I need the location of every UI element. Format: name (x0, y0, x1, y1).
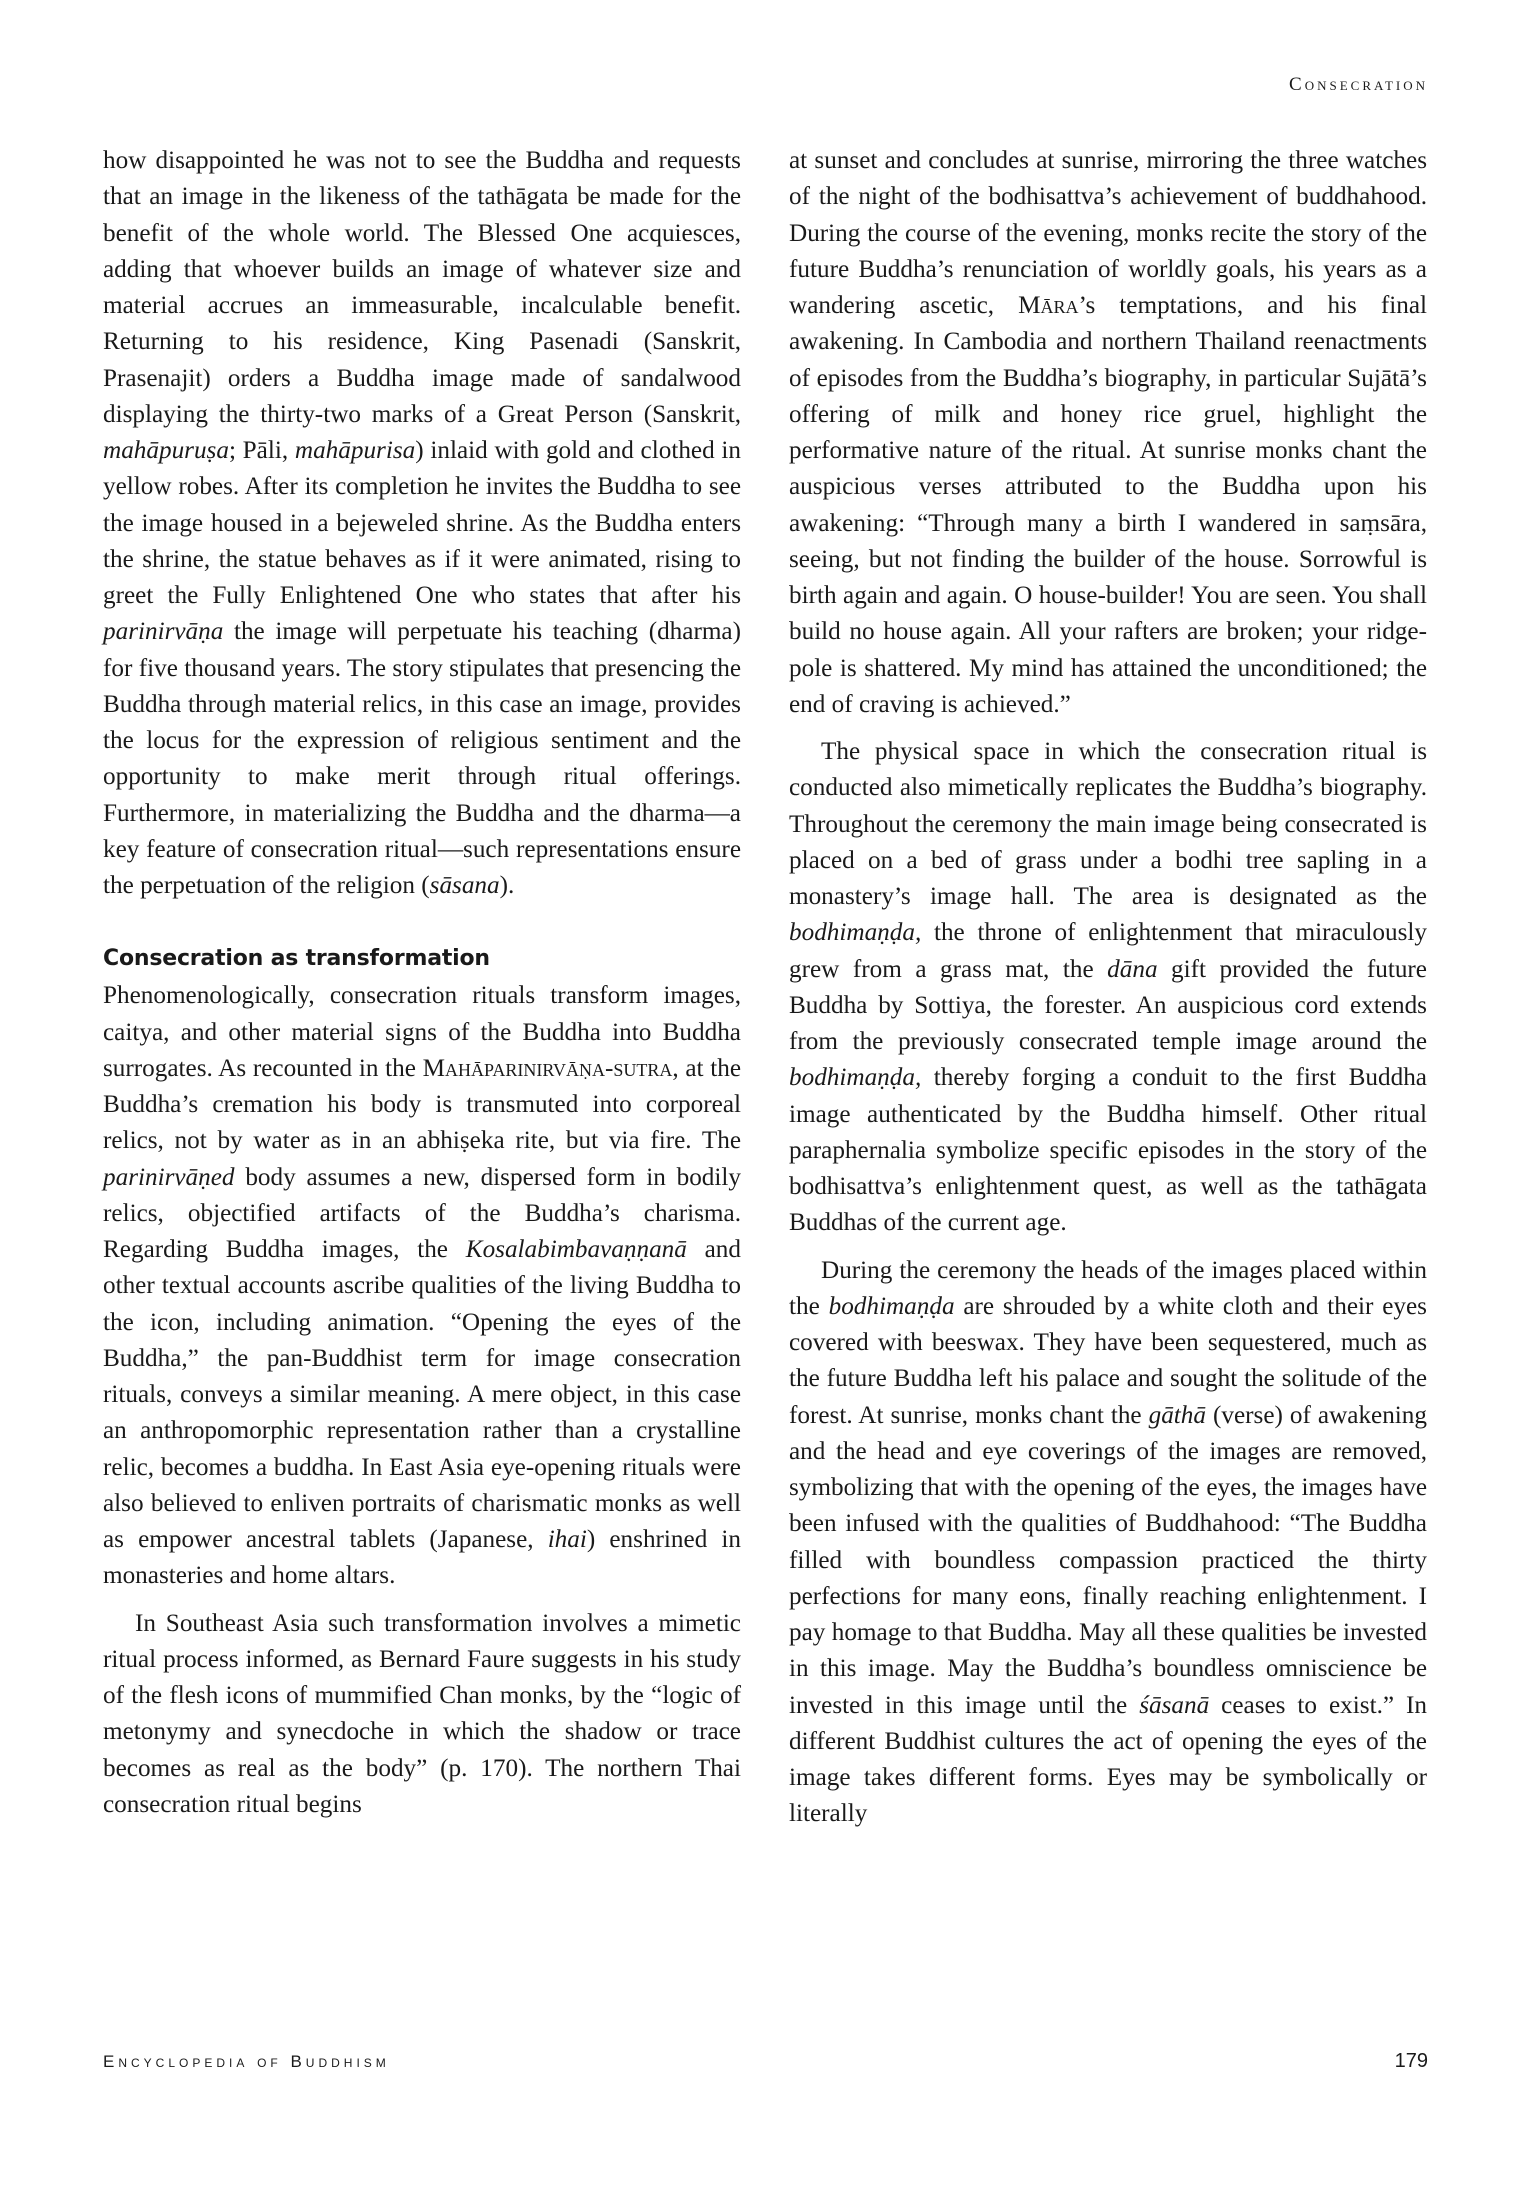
right-column (789, 143, 1427, 1833)
text-run: body assumes a new, dispersed form in bodily relics, objectified artifacts of the Buddha’s charisma. Regarding Buddha images, the (103, 1163, 741, 1263)
italic-term: śāsanā (1139, 1691, 1210, 1719)
italic-term: ihai (547, 1526, 587, 1553)
text-run: , at the Buddha’s cremation his body is transmuted into corporeal relics, not by water as in an abhiṣeka rite, but via fire. The (103, 1054, 742, 1155)
italic-term: parinirvāṇa (103, 618, 224, 646)
paragraph (103, 143, 741, 904)
text-run: During the ceremony the heads of the images placed within the (789, 1256, 1427, 1320)
text-run: ’s temptations, and his final awakening. In Cambodia and northern Thailand reenactments of episodes from the Buddha’s biography, in particular Sujātā’s offering of milk and honey rice gruel, highlight the performative nature of the ritual. At sunrise monks chant the auspicious verses attributed to the Buddha upon his awakening: “Through many a birth I wandered in saṃsāra, seeing, but not finding the builder of the house. Sorrowful is birth again and again. O house-builder! You are seen. You shall build no house again. All your rafters are broken; your ridge-pole is shattered. My mind has attained the unconditioned; the end of craving is achieved.” (789, 292, 1428, 718)
cross-reference: Māra (1018, 292, 1079, 319)
footer-book-title: Encyclopedia of Buddhism (103, 2052, 390, 2071)
italic-term: sāsana (429, 872, 500, 899)
italic-term: gāthā (1148, 1401, 1206, 1429)
paragraph (789, 143, 1427, 723)
text-run: gift provided the future Buddha by Sottiya, the forester. An auspicious cord extends from the previously consecrated temple image around the (789, 955, 1427, 1055)
paragraph: In Southeast Asia such transformation involves a mimetic ritual process informed, as Bernard Faure suggests in his study of the flesh icons of mummified Chan monks, by the “logic of metonymy and synecdoche in which the shadow or trace becomes as real as the body” (p. 170). The northern Thai consecration ritual begins (103, 1609, 741, 1818)
text-run: how disappointed he was not to see the Buddha and requests that an image in the likeness of the tathāgata be made for the benefit of the whole world. The Blessed One acquiesces, adding that whoever builds an image of whatever size and material accrues an immeasurable, incalculable benefit. Returning to his residence, King Pasenadi (Sanskrit, Prasenajit) orders a Buddha image made of sandalwood displaying the thirty-two marks of a Great Person (Sanskrit, (103, 147, 741, 428)
text-run: at sunset and concludes at sunrise, mirroring the three watches of the night of the bodhisattva’s achievement of buddhahood. During the course of the evening, monks recite the story of the future Buddha’s renunciation of worldly goals, his years as a wandering ascetic, (789, 147, 1427, 319)
text-run: (verse) of awakening and the head and eye coverings of the images are removed, symbolizing that with the opening of the eyes, the images have been infused with the qualities of Buddhahood: “The Buddha filled with boundless compassion practiced the thirty perfections for many eons, finally reaching enlightenment. I pay homage to that Buddha. May all these qualities be invested in this image. May the Buddha’s boundless omniscience be invested in this image until the (789, 1401, 1427, 1719)
italic-term: bodhimaṇḍa, (789, 919, 922, 947)
italic-term: mahāpurisa (294, 437, 416, 464)
cross-reference: Mahāparinirvāṇa-sutra (422, 1054, 673, 1082)
text-run: Phenomenologically, consecration rituals transform images, caitya, and other material signs of the Buddha into Buddha surrogates. As recounted in the (103, 982, 741, 1082)
left-column (103, 143, 741, 1823)
italic-term: dāna (1107, 955, 1158, 983)
text-run: the throne of enlightenment that miraculously grew from a grass mat, the (789, 919, 1427, 983)
italic-term: mahāpuruṣa (103, 437, 229, 464)
text-run: and other textual accounts ascribe qualities of the living Buddha to the icon, including animation. “Opening the eyes of the Buddha,” the pan-Buddhist term for image consecration rituals, conveys a similar meaning. A mere object, in this case an anthropomorphic representation rather than a crystalline relic, becomes a buddha. In East Asia eye-opening rituals were also believed to enliven portraits of charismatic monks as well as empower ancestral tablets (Japanese, (103, 1236, 741, 1553)
italic-term: bodhimaṇḍa, (789, 1064, 922, 1092)
text-run: ) inlaid with gold and clothed in yellow robes. After its completion he invites the Buddha to see the image housed in a bejeweled shrine. As the Buddha enters the shrine, the statue behaves as if it were animated, rising to greet the Fully Enlightened One who states that after his (103, 437, 741, 609)
paragraph (103, 978, 741, 1594)
page-number: 179 (1394, 2050, 1428, 2072)
italic-term: Kosalabimbavaṇṇanā (465, 1236, 687, 1263)
paragraph (789, 1253, 1427, 1833)
text-run: are shrouded by a white cloth and their eyes covered with beeswax. They have been sequestered, much as the future Buddha left his palace and sought the solitude of the forest. At sunrise, monks chant the (789, 1292, 1427, 1429)
text-run: the image will perpetuate his teaching (dharma) for five thousand years. The story stipulates that presencing the Buddha through material relics, in this case an image, provides the locus for the expression of religious sentiment and the opportunity to make merit through ritual offerings. Furthermore, in materializing the Buddha and the dharma—a key feature of consecration ritual—such representations ensure the perpetuation of the religion ( (103, 618, 741, 899)
italic-term: parinirvāṇed (103, 1163, 235, 1191)
text-run: ) enshrined in monasteries and home altars. (103, 1526, 741, 1590)
text-run: ). (499, 872, 515, 899)
section-heading: Consecration as transformation (103, 946, 490, 972)
text-run: ; Pāli, (228, 437, 295, 464)
text-run: ceases to exist.” In different Buddhist cultures the act of opening the eyes of the image takes different forms. Eyes may be symbolically or literally (789, 1691, 1427, 1828)
running-head: Consecration (1289, 74, 1428, 95)
paragraph (789, 734, 1427, 1242)
italic-term: bodhimaṇḍa (828, 1292, 955, 1320)
text-run: The physical space in which the consecration ritual is conducted also mimetically replicates the Buddha’s biography. Throughout the ceremony the main image being consecrated is placed on a bed of grass under a bodhi tree sapling in a monastery’s image hall. The area is designated as the (789, 738, 1427, 910)
text-run: thereby forging a conduit to the first Buddha image authenticated by the Buddha himself. Other ritual paraphernalia symbolize specific episodes in the story of the bodhisattva’s enlightenment quest, as well as the tathāgata Buddhas of the current age. (789, 1064, 1427, 1237)
